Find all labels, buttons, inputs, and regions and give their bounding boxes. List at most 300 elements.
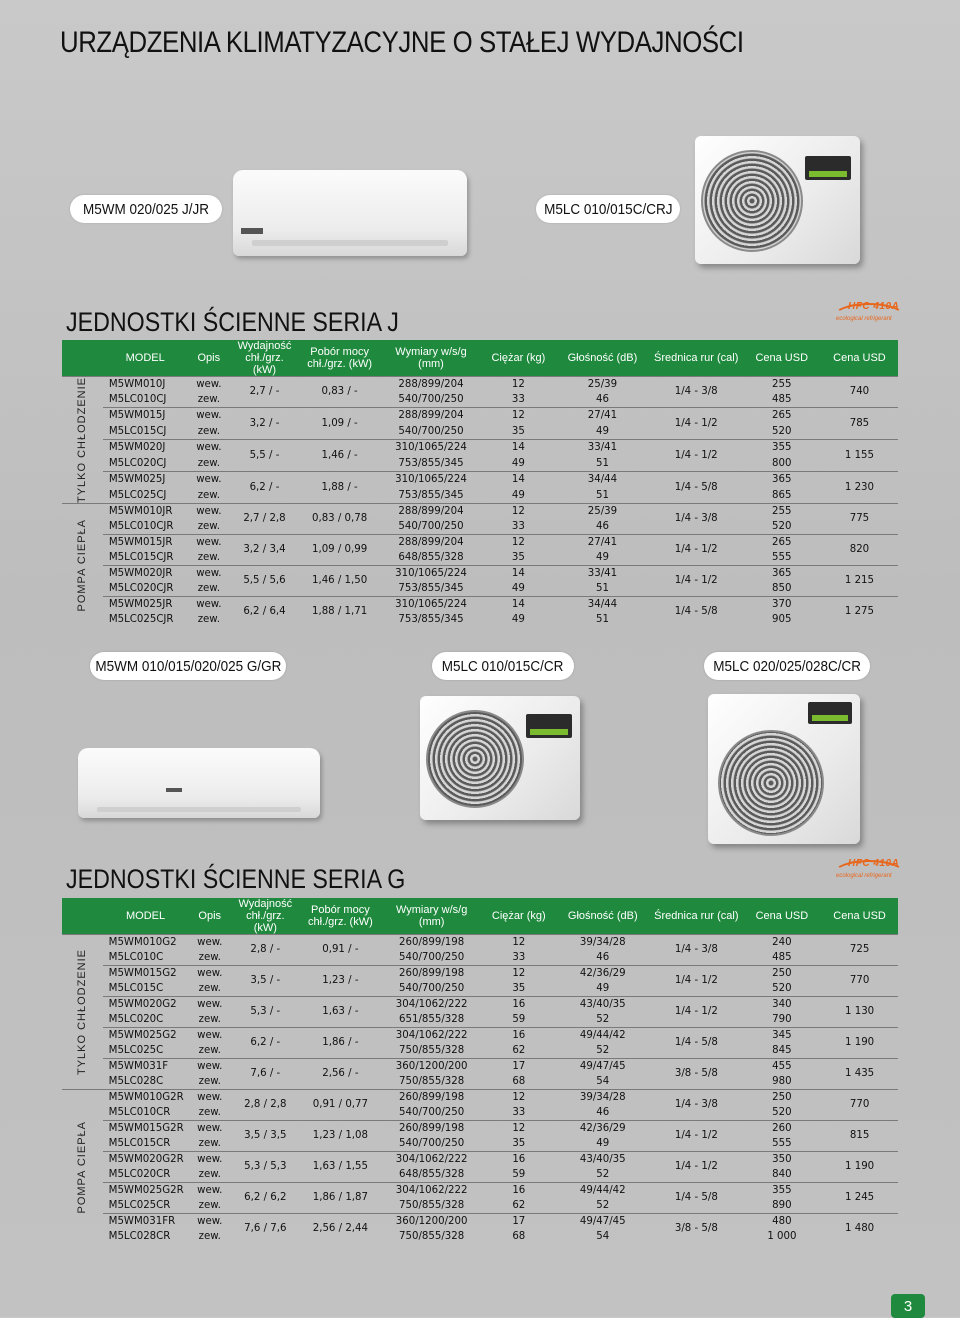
capacity: 3,5 / 3,5 [231, 1121, 300, 1152]
desc-outdoor: zew. [197, 457, 220, 469]
power: 1,46 / 1,50 [299, 566, 381, 597]
dimensions-outdoor: 753/855/345 [398, 457, 464, 469]
model-indoor: M5WM015G2 [103, 966, 189, 982]
dimensions-outdoor: 753/855/345 [398, 489, 464, 501]
power: 2,56 / 2,44 [300, 1214, 381, 1245]
model-indoor: M5WM010JR [103, 504, 188, 520]
desc-outdoor: zew. [197, 393, 220, 405]
weight-indoor: 16 [482, 1152, 555, 1168]
section-title-g: JEDNOSTKI ŚCIENNE SERIA G [66, 864, 406, 894]
model-indoor: M5WM010G2 [103, 935, 189, 951]
table-row [62, 488, 898, 504]
price-outdoor: 485 [772, 393, 792, 405]
table-row [62, 519, 898, 535]
outdoor-unit-g-large-image [708, 694, 860, 844]
desc-indoor: wew. [188, 1214, 231, 1230]
weight-outdoor: 35 [512, 982, 526, 994]
table-row [62, 597, 898, 613]
table-row [62, 1152, 898, 1168]
desc-outdoor: zew. [197, 520, 220, 532]
pipe-diameter: 1/4 - 1/2 [650, 566, 743, 597]
noise-outdoor: 46 [596, 1106, 610, 1118]
pipe-diameter: 1/4 - 1/2 [650, 440, 743, 472]
noise-outdoor: 51 [595, 582, 609, 594]
weight-outdoor: 35 [512, 1137, 526, 1149]
table-row [62, 1167, 898, 1183]
dimensions-outdoor: 648/855/328 [398, 551, 464, 563]
noise-indoor: 39/34/28 [555, 935, 650, 951]
price-total: 1 155 [821, 440, 898, 472]
price-total: 1 480 [821, 1214, 898, 1245]
weight-indoor: 12 [482, 1121, 555, 1137]
noise-indoor: 34/44 [555, 472, 650, 489]
price-total: 1 245 [821, 1183, 898, 1214]
noise-outdoor: 52 [596, 1168, 610, 1180]
table-row [62, 966, 898, 982]
price-indoor: 260 [743, 1121, 822, 1137]
noise-outdoor: 49 [596, 1137, 610, 1149]
noise-indoor: 34/44 [555, 597, 650, 613]
weight-outdoor: 35 [511, 551, 525, 563]
outdoor-unit-g-small-image [420, 696, 580, 820]
dimensions-indoor: 260/899/198 [381, 935, 482, 951]
desc-indoor: wew. [188, 1121, 231, 1137]
model-outdoor: M5LC025C [108, 1044, 164, 1056]
desc-outdoor: zew. [197, 613, 220, 625]
pipe-diameter: 1/4 - 1/2 [650, 535, 743, 566]
capacity: 6,2 / - [231, 1028, 300, 1059]
power: 0,83 / - [299, 377, 381, 408]
capacity: 6,2 / 6,2 [231, 1183, 300, 1214]
price-indoor: 355 [743, 1183, 822, 1199]
col-model: MODEL [103, 898, 189, 935]
pipe-diameter: 1/4 - 3/8 [650, 1090, 743, 1121]
table-header [62, 340, 898, 377]
capacity: 7,6 / 7,6 [231, 1214, 300, 1245]
power: 1,63 / 1,55 [300, 1152, 381, 1183]
price-total: 1 215 [821, 566, 898, 597]
col-weight: Ciężar (kg) [482, 898, 555, 935]
dimensions-outdoor: 540/700/250 [398, 520, 464, 532]
weight-outdoor: 68 [512, 1075, 526, 1087]
capacity: 5,5 / 5,6 [230, 566, 299, 597]
side-label-heat-pump: POMPA CIEPŁA [62, 504, 103, 628]
noise-indoor: 43/40/35 [555, 997, 650, 1013]
dimensions-indoor: 304/1062/222 [381, 1183, 482, 1199]
desc-outdoor: zew. [198, 1044, 221, 1056]
price-total: 740 [821, 377, 898, 408]
dimensions-outdoor: 750/855/328 [399, 1075, 465, 1087]
dimensions-indoor: 310/1065/224 [380, 440, 481, 457]
pipe-diameter: 1/4 - 5/8 [650, 472, 743, 504]
model-indoor: M5WM025G2R [103, 1183, 189, 1199]
dimensions-indoor: 304/1062/222 [381, 997, 482, 1013]
dimensions-outdoor: 750/855/328 [399, 1230, 465, 1242]
model-indoor: M5WM031FR [103, 1214, 189, 1230]
model-outdoor: M5LC025CJR [108, 613, 174, 625]
dimensions-indoor: 304/1062/222 [381, 1152, 482, 1168]
table-row [62, 504, 898, 520]
weight-outdoor: 49 [511, 457, 525, 469]
price-indoor: 355 [743, 440, 821, 457]
power: 1,63 / - [300, 997, 381, 1028]
weight-outdoor: 33 [511, 393, 525, 405]
price-indoor: 345 [743, 1028, 822, 1044]
power: 1,88 / - [299, 472, 381, 504]
price-total: 1 130 [821, 997, 898, 1028]
weight-indoor: 12 [482, 535, 556, 551]
model-indoor: M5WM020G2 [103, 997, 189, 1013]
model-indoor: M5WM010J [103, 377, 188, 393]
noise-indoor: 33/41 [555, 566, 650, 582]
dimensions-outdoor: 750/855/328 [399, 1044, 465, 1056]
noise-outdoor: 51 [595, 489, 609, 501]
page-title: URZĄDZENIA KLIMATYZACYJNE O STAŁEJ WYDAJNOŚCI [60, 26, 744, 59]
desc-indoor: wew. [188, 1059, 231, 1075]
table-row [62, 408, 898, 425]
table-series-g [62, 898, 898, 1244]
weight-outdoor: 59 [512, 1013, 526, 1025]
model-outdoor: M5LC020CJ [108, 457, 167, 469]
model-indoor: M5WM031F [103, 1059, 189, 1075]
col-power: Pobór mocy chł./grz. (kW) [300, 898, 381, 935]
noise-indoor: 49/47/45 [555, 1214, 650, 1230]
noise-indoor: 43/40/35 [555, 1152, 650, 1168]
price-total: 1 230 [821, 472, 898, 504]
capacity: 3,2 / 3,4 [230, 535, 299, 566]
weight-indoor: 17 [482, 1059, 555, 1075]
price-outdoor: 890 [772, 1199, 792, 1211]
price-outdoor: 800 [772, 457, 792, 469]
table-row [62, 581, 898, 597]
noise-indoor: 49/44/42 [555, 1028, 650, 1044]
price-total: 1 190 [821, 1028, 898, 1059]
model-indoor: M5WM010G2R [103, 1090, 189, 1106]
model-indoor: M5WM020G2R [103, 1152, 189, 1168]
price-indoor: 455 [743, 1059, 822, 1075]
model-indoor: M5WM025G2 [103, 1028, 189, 1044]
weight-indoor: 12 [482, 408, 556, 425]
price-outdoor: 555 [772, 1137, 792, 1149]
price-outdoor: 520 [772, 982, 792, 994]
price-indoor: 255 [743, 377, 821, 393]
price-outdoor: 520 [772, 1106, 792, 1118]
price-outdoor: 850 [772, 582, 792, 594]
noise-outdoor: 46 [595, 520, 609, 532]
pipe-diameter: 3/8 - 5/8 [650, 1214, 743, 1245]
desc-outdoor: zew. [198, 982, 221, 994]
price-outdoor: 845 [772, 1044, 792, 1056]
weight-outdoor: 49 [511, 613, 525, 625]
noise-indoor: 49/47/45 [555, 1059, 650, 1075]
noise-indoor: 42/36/29 [555, 966, 650, 982]
model-outdoor: M5LC025CJ [108, 489, 167, 501]
desc-indoor: wew. [188, 408, 231, 425]
desc-indoor: wew. [188, 472, 231, 489]
table-header [62, 898, 898, 935]
price-total: 770 [821, 1090, 898, 1121]
price-indoor: 365 [743, 472, 821, 489]
dimensions-outdoor: 753/855/345 [398, 582, 464, 594]
col-weight: Ciężar (kg) [482, 340, 556, 377]
noise-indoor: 42/36/29 [555, 1121, 650, 1137]
table-row [62, 424, 898, 440]
noise-indoor: 27/41 [555, 535, 650, 551]
desc-indoor: wew. [188, 997, 231, 1013]
desc-indoor: wew. [188, 566, 231, 582]
model-indoor: M5WM025J [103, 472, 188, 489]
dimensions-outdoor: 540/700/250 [399, 982, 465, 994]
desc-indoor: wew. [188, 597, 231, 613]
dimensions-outdoor: 540/700/250 [398, 425, 464, 437]
power: 1,09 / 0,99 [299, 535, 381, 566]
model-indoor: M5WM025JR [103, 597, 188, 613]
price-indoor: 250 [743, 1090, 822, 1106]
dimensions-indoor: 260/899/198 [381, 1121, 482, 1137]
side-label-cooling: TYLKO CHŁODZENIE [62, 377, 103, 504]
dimensions-outdoor: 651/855/328 [399, 1013, 465, 1025]
price-indoor: 340 [743, 997, 822, 1013]
col-pipe: Średnica rur (cal) [650, 340, 743, 377]
table-row [62, 535, 898, 551]
table-row [62, 392, 898, 408]
table-row [62, 1012, 898, 1028]
dimensions-indoor: 360/1200/200 [381, 1059, 482, 1075]
col-opis: Opis [188, 340, 231, 377]
table-row [62, 1183, 898, 1199]
label-indoor-j: M5WM 020/025 J/JR [70, 195, 222, 223]
weight-indoor: 12 [482, 935, 555, 951]
price-indoor: 265 [743, 535, 821, 551]
desc-outdoor: zew. [198, 1106, 221, 1118]
dimensions-indoor: 310/1065/224 [380, 566, 481, 582]
col-price: Cena USD [743, 898, 822, 935]
desc-outdoor: zew. [198, 1230, 221, 1242]
desc-outdoor: zew. [198, 951, 221, 963]
noise-indoor: 27/41 [555, 408, 650, 425]
pipe-diameter: 1/4 - 3/8 [650, 377, 743, 408]
price-indoor: 250 [743, 966, 822, 982]
noise-outdoor: 54 [596, 1230, 610, 1242]
price-indoor: 350 [743, 1152, 822, 1168]
power: 1,88 / 1,71 [299, 597, 381, 628]
price-total: 775 [821, 504, 898, 535]
desc-outdoor: zew. [198, 1013, 221, 1025]
col-price-total: Cena USD [821, 340, 898, 377]
col-capacity: Wydajność chł./grz. (kW) [231, 898, 300, 935]
table-series-j [62, 340, 898, 627]
noise-outdoor: 49 [595, 551, 609, 563]
capacity: 6,2 / - [230, 472, 299, 504]
dimensions-indoor: 288/899/204 [380, 408, 481, 425]
pipe-diameter: 1/4 - 1/2 [650, 408, 743, 440]
col-model: MODEL [103, 340, 188, 377]
dimensions-indoor: 310/1065/224 [380, 597, 481, 613]
dimensions-outdoor: 753/855/345 [398, 613, 464, 625]
power: 1,46 / - [299, 440, 381, 472]
table-row [62, 1198, 898, 1214]
pipe-diameter: 1/4 - 1/2 [650, 1152, 743, 1183]
pipe-diameter: 1/4 - 1/2 [650, 997, 743, 1028]
pipe-diameter: 1/4 - 3/8 [650, 504, 743, 535]
weight-outdoor: 68 [512, 1230, 526, 1242]
price-outdoor: 555 [772, 551, 792, 563]
price-indoor: 265 [743, 408, 821, 425]
weight-outdoor: 35 [511, 425, 525, 437]
desc-outdoor: zew. [198, 1075, 221, 1087]
price-outdoor: 1 000 [767, 1230, 797, 1242]
label-outdoor-j: M5LC 010/015C/CRJ [536, 195, 680, 223]
capacity: 2,7 / - [230, 377, 299, 408]
col-capacity: Wydajność chł./grz. (kW) [230, 340, 299, 377]
weight-indoor: 12 [482, 966, 555, 982]
power: 1,23 / 1,08 [300, 1121, 381, 1152]
table-row [62, 1229, 898, 1244]
dimensions-outdoor: 750/855/328 [399, 1199, 465, 1211]
power: 0,91 / 0,77 [300, 1090, 381, 1121]
dimensions-indoor: 288/899/204 [380, 504, 481, 520]
table-row [62, 981, 898, 997]
dimensions-indoor: 260/899/198 [381, 966, 482, 982]
table-row [62, 1105, 898, 1121]
noise-outdoor: 51 [595, 457, 609, 469]
price-total: 785 [821, 408, 898, 440]
model-outdoor: M5LC010CJ [108, 393, 167, 405]
desc-indoor: wew. [188, 1090, 231, 1106]
weight-outdoor: 62 [512, 1044, 526, 1056]
table-row [62, 377, 898, 393]
model-outdoor: M5LC028C [108, 1075, 164, 1087]
model-indoor: M5WM015JR [103, 535, 188, 551]
label-outdoor-g-small: M5LC 010/015C/CR [432, 652, 574, 680]
price-outdoor: 865 [772, 489, 792, 501]
col-opis: Opis [188, 898, 231, 935]
model-indoor: M5WM015J [103, 408, 188, 425]
model-outdoor: M5LC020CJR [108, 582, 174, 594]
noise-outdoor: 54 [596, 1075, 610, 1087]
weight-outdoor: 33 [512, 951, 526, 963]
noise-outdoor: 52 [596, 1044, 610, 1056]
desc-outdoor: zew. [197, 489, 220, 501]
noise-indoor: 39/34/28 [555, 1090, 650, 1106]
weight-indoor: 16 [482, 1183, 555, 1199]
capacity: 2,8 / 2,8 [231, 1090, 300, 1121]
table-row [62, 566, 898, 582]
price-outdoor: 485 [772, 951, 792, 963]
col-price-total: Cena USD [821, 898, 898, 935]
noise-outdoor: 46 [595, 393, 609, 405]
price-outdoor: 980 [772, 1075, 792, 1087]
col-pipe: Średnica rur (cal) [650, 898, 743, 935]
desc-outdoor: zew. [197, 425, 220, 437]
weight-indoor: 16 [482, 997, 555, 1013]
hfc-badge-j: HFC 410A ecological refrigerant [832, 301, 904, 331]
table-row [62, 472, 898, 489]
model-outdoor: M5LC015C [108, 982, 164, 994]
pipe-diameter: 1/4 - 1/2 [650, 966, 743, 997]
price-total: 815 [821, 1121, 898, 1152]
weight-indoor: 17 [482, 1214, 555, 1230]
noise-outdoor: 52 [596, 1013, 610, 1025]
noise-outdoor: 51 [595, 613, 609, 625]
noise-outdoor: 49 [596, 982, 610, 994]
table-row [62, 1028, 898, 1044]
price-indoor: 370 [743, 597, 821, 613]
power: 0,83 / 0,78 [299, 504, 381, 535]
hfc-badge-g: HFC 410A ecological refrigerant [832, 858, 904, 888]
noise-outdoor: 46 [596, 951, 610, 963]
pipe-diameter: 1/4 - 5/8 [650, 597, 743, 628]
pipe-diameter: 1/4 - 1/2 [650, 1121, 743, 1152]
price-total: 725 [821, 935, 898, 966]
desc-outdoor: zew. [197, 551, 220, 563]
dimensions-indoor: 310/1065/224 [380, 472, 481, 489]
desc-indoor: wew. [188, 1183, 231, 1199]
side-label-cooling: TYLKO CHŁODZENIE [62, 935, 103, 1090]
capacity: 3,2 / - [230, 408, 299, 440]
desc-outdoor: zew. [198, 1199, 221, 1211]
weight-outdoor: 59 [512, 1168, 526, 1180]
model-outdoor: M5LC020CR [108, 1168, 171, 1180]
col-noise: Głośność (dB) [555, 340, 650, 377]
desc-indoor: wew. [188, 966, 231, 982]
model-outdoor: M5LC020C [108, 1013, 164, 1025]
model-outdoor: M5LC010CR [108, 1106, 171, 1118]
table-row [62, 1043, 898, 1059]
col-power: Pobór mocy chł./grz. (kW) [299, 340, 381, 377]
weight-indoor: 12 [482, 1090, 555, 1106]
power: 1,23 / - [300, 966, 381, 997]
desc-indoor: wew. [188, 1152, 231, 1168]
dimensions-outdoor: 540/700/250 [398, 393, 464, 405]
power: 1,09 / - [299, 408, 381, 440]
model-outdoor: M5LC028CR [108, 1230, 171, 1242]
col-price: Cena USD [743, 340, 821, 377]
price-total: 1 190 [821, 1152, 898, 1183]
dimensions-outdoor: 540/700/250 [399, 1137, 465, 1149]
desc-indoor: wew. [188, 935, 231, 951]
desc-outdoor: zew. [198, 1137, 221, 1149]
desc-outdoor: zew. [197, 582, 220, 594]
price-outdoor: 520 [772, 425, 792, 437]
weight-indoor: 16 [482, 1028, 555, 1044]
noise-outdoor: 52 [596, 1199, 610, 1211]
pipe-diameter: 1/4 - 3/8 [650, 935, 743, 966]
indoor-unit-g-image [78, 748, 320, 818]
price-total: 770 [821, 966, 898, 997]
weight-indoor: 14 [482, 566, 556, 582]
weight-outdoor: 33 [512, 1106, 526, 1118]
dimensions-indoor: 288/899/204 [380, 377, 481, 393]
indoor-unit-j-image [233, 170, 467, 256]
price-outdoor: 790 [772, 1013, 792, 1025]
weight-indoor: 12 [482, 504, 556, 520]
price-outdoor: 840 [772, 1168, 792, 1180]
weight-indoor: 14 [482, 597, 556, 613]
model-outdoor: M5LC015CJ [108, 425, 167, 437]
noise-indoor: 33/41 [555, 440, 650, 457]
capacity: 5,3 / 5,3 [231, 1152, 300, 1183]
price-total: 1 435 [821, 1059, 898, 1090]
table-row [62, 935, 898, 951]
col-dimensions: Wymiary w/s/g (mm) [380, 340, 481, 377]
dimensions-outdoor: 540/700/250 [399, 951, 465, 963]
dimensions-outdoor: 540/700/250 [399, 1106, 465, 1118]
label-outdoor-g-large: M5LC 020/025/028C/CR [704, 652, 870, 680]
weight-indoor: 12 [482, 377, 556, 393]
outdoor-unit-j-image [695, 136, 860, 264]
noise-outdoor: 49 [595, 425, 609, 437]
